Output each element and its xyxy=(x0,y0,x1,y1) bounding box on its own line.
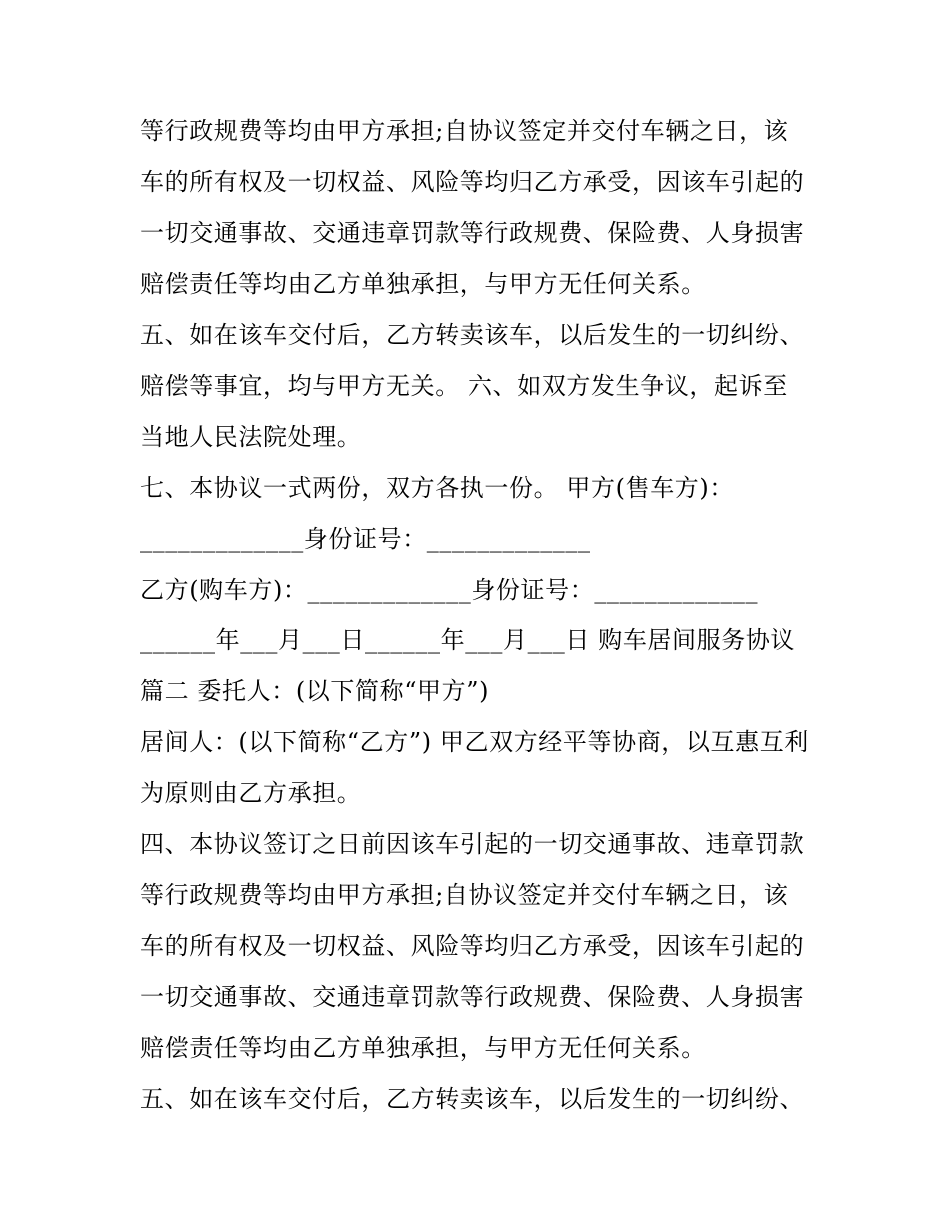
text-line: 赔偿等事宜，均与甲方无关。 六、如双方发生争议，起诉至 xyxy=(140,372,788,400)
text-line: 赔偿责任等均由乙方单独承担，与甲方无任何关系。 xyxy=(140,1034,706,1062)
text-line: 五、如在该车交付后，乙方转卖该车，以后发生的一切纠纷、 xyxy=(140,1085,805,1113)
text-line: 五、如在该车交付后，乙方转卖该车，以后发生的一切纠纷、 xyxy=(140,321,805,349)
text-line: 等行政规费等均由甲方承担;自协议签定并交付车辆之日，该 xyxy=(140,881,789,909)
text-line: 篇二 委托人：(以下简称“甲方”) xyxy=(140,677,490,705)
text-line: 居间人：(以下简称“乙方”) 甲乙双方经平等协商，以互惠互利 xyxy=(140,728,809,756)
text-line: 等行政规费等均由甲方承担;自协议签定并交付车辆之日，该 xyxy=(140,117,789,145)
text-line: 一切交通事故、交通违章罚款等行政规费、保险费、人身损害 xyxy=(140,983,805,1011)
text-line: 一切交通事故、交通违章罚款等行政规费、保险费、人身损害 xyxy=(140,219,805,247)
signature-line: _____________身份证号：_____________ xyxy=(140,525,591,553)
text-line: 车的所有权及一切权益、风险等均归乙方承受，因该车引起的 xyxy=(140,932,805,960)
text-line: 七、本协议一式两份，双方各执一份。 甲方(售车方)： xyxy=(140,474,734,502)
text-line: 为原则由乙方承担。 xyxy=(140,779,362,807)
date-line: ______年___月___日______年___月___日 购车居间服务协议 xyxy=(140,626,796,654)
text-line: 四、本协议签订之日前因该车引起的一切交通事故、违章罚款 xyxy=(140,830,805,858)
text-line: 当地人民法院处理。 xyxy=(140,423,362,451)
text-line: 车的所有权及一切权益、风险等均归乙方承受，因该车引起的 xyxy=(140,168,805,196)
text-line: 赔偿责任等均由乙方单独承担，与甲方无任何关系。 xyxy=(140,270,706,298)
signature-line: 乙方(购车方)：_____________身份证号：_____________ xyxy=(140,576,759,604)
